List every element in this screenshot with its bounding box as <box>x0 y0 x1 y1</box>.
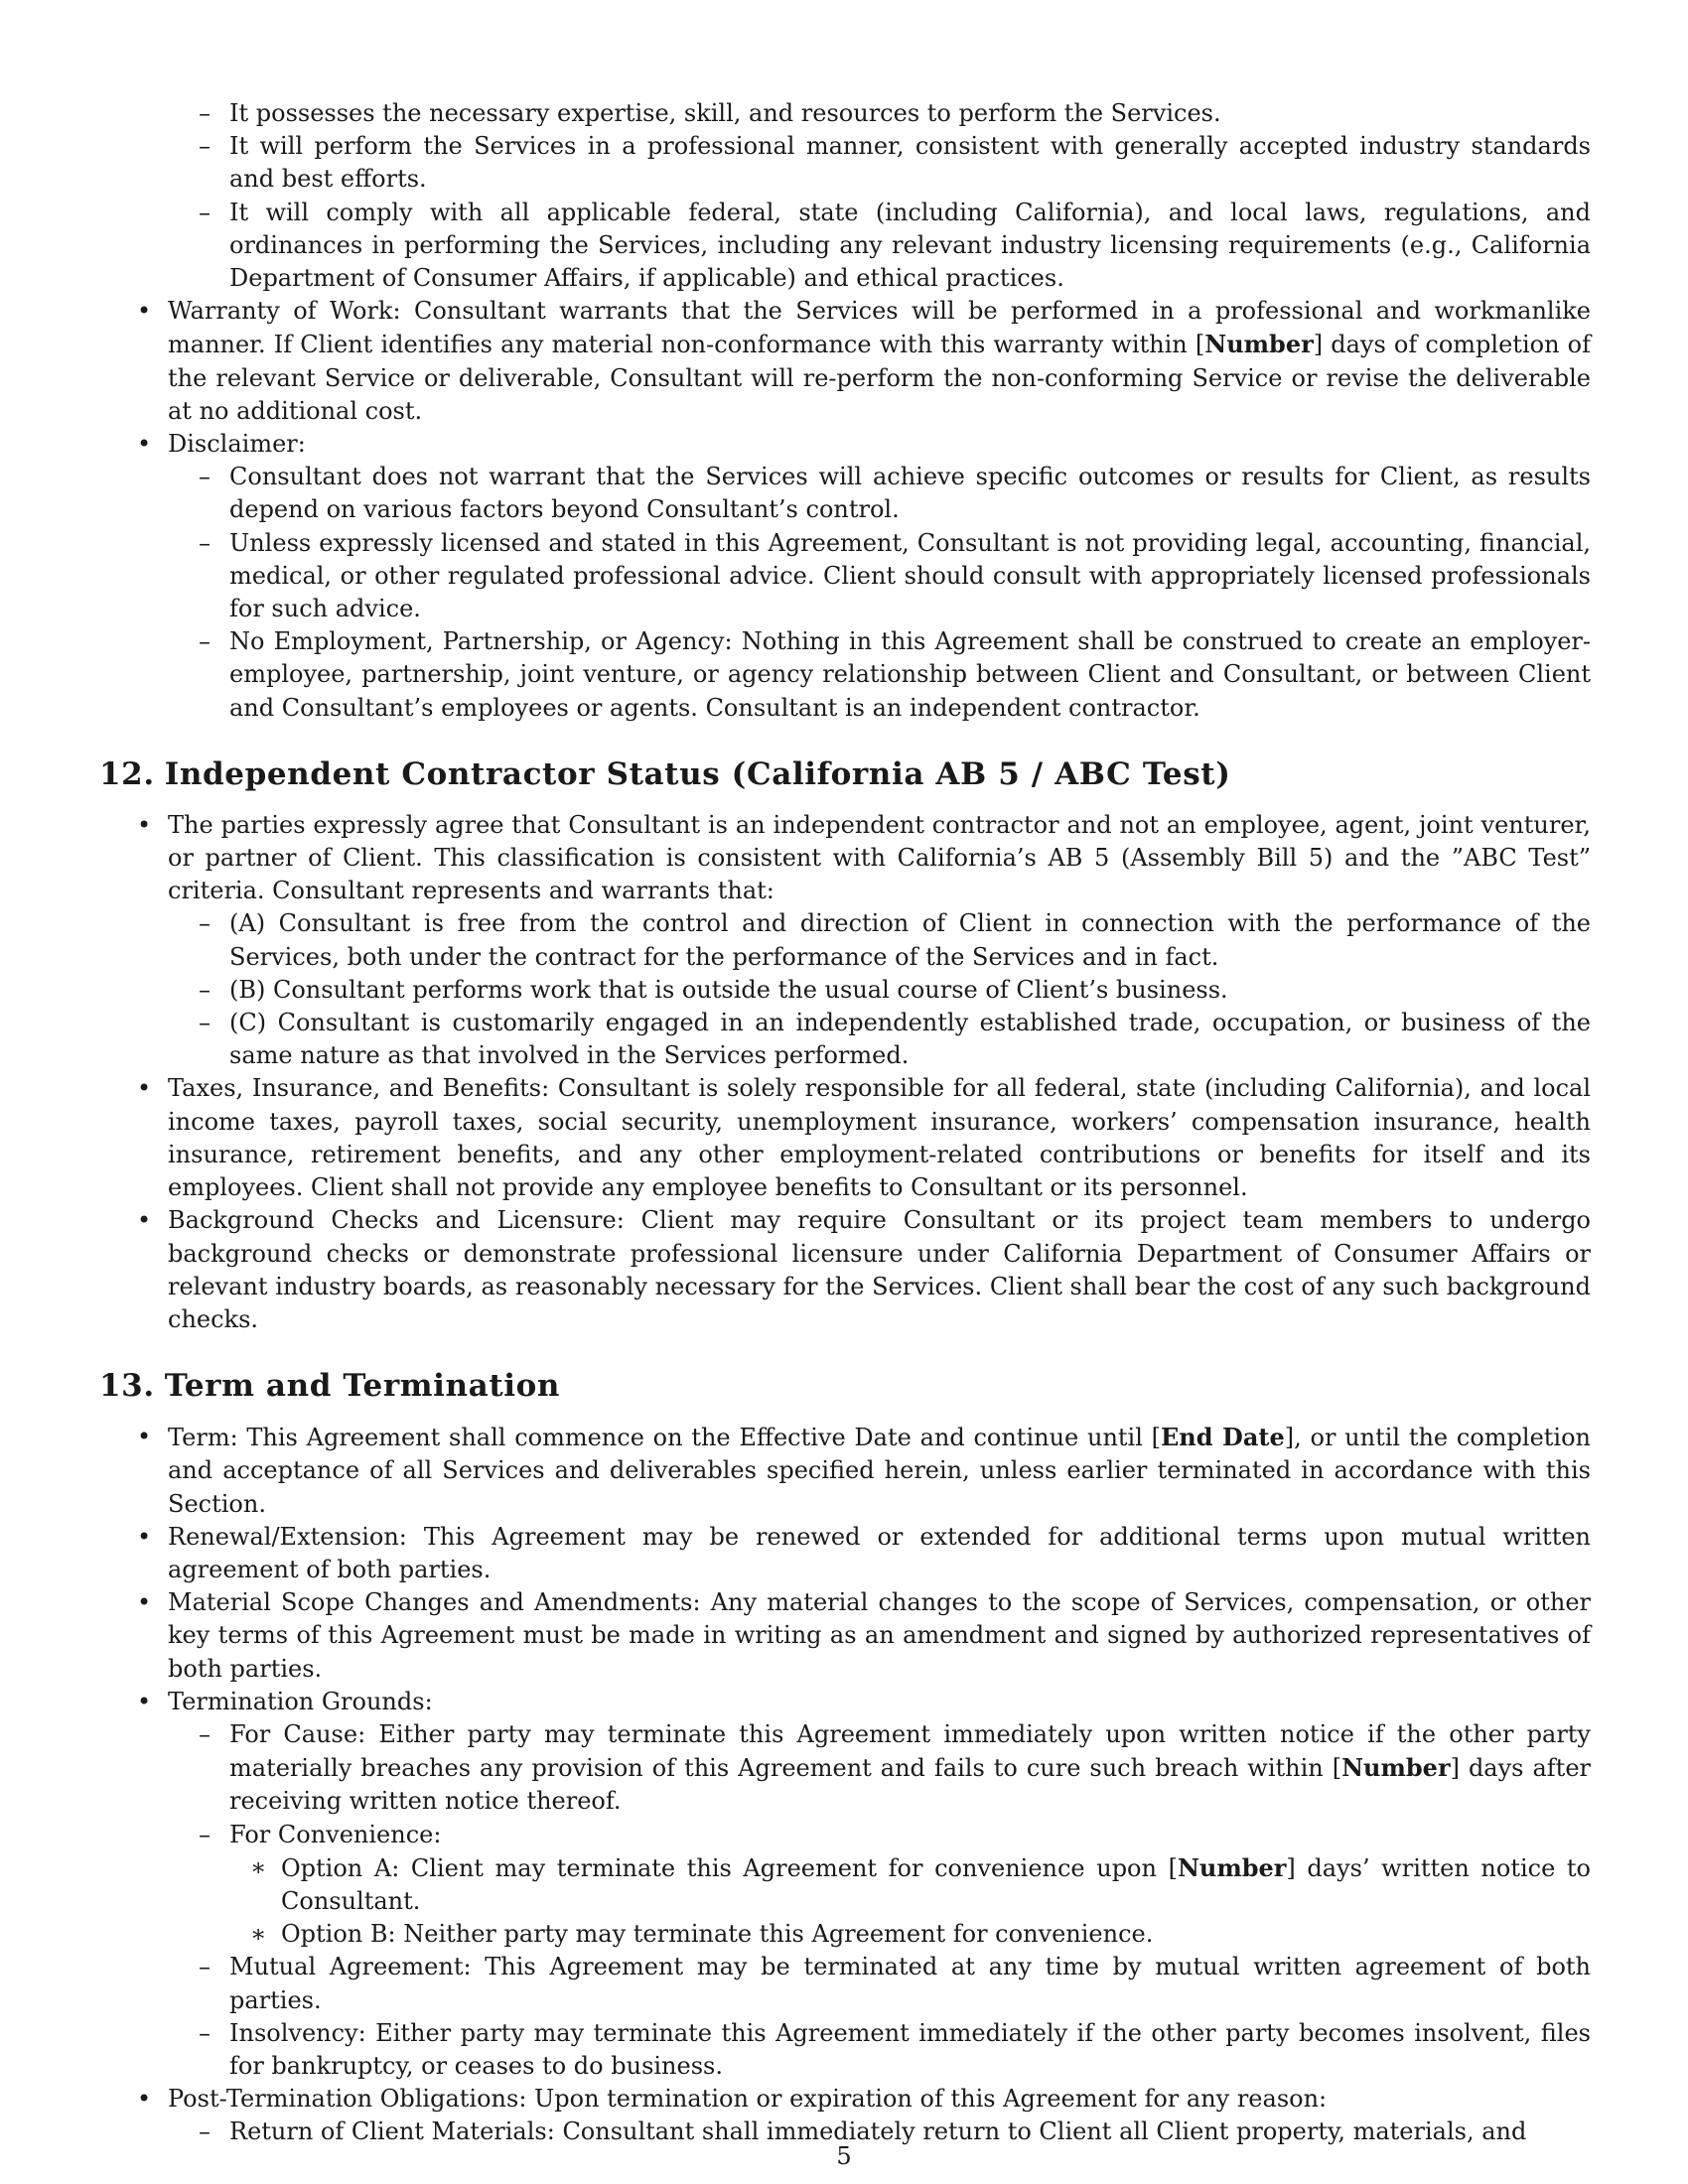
bullet-marker: • <box>137 297 152 326</box>
dash-marker: – <box>199 2117 211 2146</box>
dash-marker: – <box>199 99 211 127</box>
list-item-text: Unless expressly licensed and stated in this Agreement, Consultant is not providing legal, accounting, financial, medical, or other regulated professional advice. Client should consult with appropriately licensed professionals for such advice. <box>229 528 1591 623</box>
list-item <box>99 428 1591 461</box>
list-item-text: Post-Termination Obligations: Upon termination or expiration of this Agreement for any reason: <box>168 2085 1328 2114</box>
list-item-text: The parties expressly agree that Consultant is an independent contractor and not an employee, agent, joint venturer, or partner of Client. This classification is consistent with California’s AB 5 (Assembly Bill 5) and the ”ABC Test” criteria. Consultant represents and warrants that: <box>168 810 1591 905</box>
placeholder-number: Number <box>1204 330 1314 359</box>
list-item-text: Warranty of Work: Consultant warrants that the Services will be performed in a professional and workmanlike manner. If Client identifies any material non-conformance with this warranty within [ <box>168 297 1591 359</box>
bullet-marker: • <box>137 1522 152 1551</box>
list-item-text: Mutual Agreement: This Agreement may be terminated at any time by mutual written agreement of both parties. <box>229 1953 1591 2014</box>
dash-marker: – <box>199 463 211 491</box>
placeholder-number: Number <box>1341 1753 1451 1783</box>
list-item <box>99 1819 1591 1851</box>
dash-marker: – <box>199 132 211 161</box>
placeholder-end-date: End Date <box>1161 1423 1285 1452</box>
list-item <box>99 1951 1591 2016</box>
dash-marker: – <box>199 1719 211 1748</box>
section-title: Term and Termination <box>164 1368 561 1405</box>
list-item <box>99 907 1591 973</box>
star-marker: ∗ <box>250 1920 267 1949</box>
section-number: 12. <box>99 755 155 792</box>
section-number: 13. <box>99 1368 155 1405</box>
list-item <box>99 809 1591 908</box>
star-marker: ∗ <box>250 1852 267 1881</box>
list-item-text: Renewal/Extension: This Agreement may be renewed or extended for additional terms upon mutual written agreement of both parties. <box>168 1522 1591 1583</box>
section-title: Independent Contractor Status (California AB 5 / ABC Test) <box>164 755 1231 792</box>
section-heading <box>99 755 1591 793</box>
list-item-text: Insolvency: Either party may terminate this Agreement immediately if the other party becomes insolvent, files for bankruptcy, or ceases to do business. <box>229 2018 1591 2080</box>
list-item-text: For Cause: Either party may terminate this Agreement immediately upon written notice if the other party materially breaches any provision of this Agreement and fails to cure such breach within [ <box>229 1719 1591 1783</box>
bullet-marker: • <box>137 430 152 459</box>
list-item-text: It will perform the Services in a professional manner, consistent with generally accepted industry standards and best efforts. <box>229 132 1591 194</box>
list-item <box>99 1718 1591 1819</box>
list-item-text: ], or until the completion and acceptance of all Services and deliverables specified herein, unless earlier terminated in accordance with this Section. <box>168 1424 1592 1518</box>
list-item <box>99 461 1591 526</box>
section-heading <box>99 1367 1591 1405</box>
list-item-text: ] days of completion of the relevant Service or deliverable, Consultant will re-perform the non-conforming Service or revise the deliverable at no additional cost. <box>168 331 1591 425</box>
list-item-text: Option B: Neither party may terminate this Agreement for convenience. <box>281 1920 1154 1949</box>
bullet-marker: • <box>137 1074 152 1103</box>
list-item-text: No Employment, Partnership, or Agency: Nothing in this Agreement shall be construed to create an employer-employee, partnership, joint venture, or agency relationship between Client and Consultant, or between Client and Consultant’s employees or agents. Consultant is an independent contractor. <box>229 627 1591 722</box>
bullet-marker: • <box>137 1423 152 1451</box>
list-item <box>99 1421 1591 1521</box>
list-item-text: Termination Grounds: <box>168 1687 433 1715</box>
dash-marker: – <box>199 1009 211 1037</box>
list-item <box>99 130 1591 196</box>
list-item-text: Taxes, Insurance, and Benefits: Consultant is solely responsible for all federal, state (including California), and local income taxes, payroll taxes, social security, unemployment insurance, workers’ compensation insurance, health insurance, retirement benefits, and any other employment-related contributions or benefits for itself and its employees. Client shall not provide any employee benefits to Consultant or its personnel. <box>168 1074 1591 1202</box>
list-item-text: Background Checks and Licensure: Client may require Consultant or its project team members to undergo background checks or demonstrate professional licensure under California Department of Consumer Affairs or relevant industry boards, as reasonably necessary for the Services. Client shall bear the cost of any such background checks. <box>168 1206 1591 1333</box>
list-item <box>99 1007 1591 1072</box>
list-item <box>99 1072 1591 1204</box>
list-item-text: Material Scope Changes and Amendments: Any material changes to the scope of Services, compensation, or other key terms of this Agreement must be made in writing as an amendment and signed by authorized representatives of both parties. <box>168 1588 1591 1683</box>
bullet-marker: • <box>137 810 152 839</box>
page-content <box>99 97 1591 2149</box>
list-item-text: Return of Client Materials: Consultant shall immediately return to Client all Client property, materials, and <box>229 2117 1527 2146</box>
list-item <box>99 2083 1591 2116</box>
list-item <box>99 1686 1591 1718</box>
placeholder-number: Number <box>1177 1852 1287 1882</box>
dash-marker: – <box>199 198 211 226</box>
dash-marker: – <box>199 975 211 1004</box>
list-item <box>99 97 1591 130</box>
list-item-text: For Convenience: <box>229 1820 442 1848</box>
dash-marker: – <box>199 1820 211 1848</box>
list-item-text: (B) Consultant performs work that is outside the usual course of Client’s business. <box>229 975 1228 1004</box>
list-item <box>99 1521 1591 1586</box>
list-item-text: ] days’ written notice to Consultant. <box>281 1853 1591 1915</box>
list-item-text: It possesses the necessary expertise, skill, and resources to perform the Services. <box>229 99 1221 127</box>
bullet-marker: • <box>137 1588 152 1617</box>
list-item <box>99 625 1591 725</box>
dash-marker: – <box>199 627 211 656</box>
list-item <box>99 1204 1591 1336</box>
list-item <box>99 974 1591 1007</box>
list-item-text: It will comply with all applicable federal, state (including California), and local laws, regulations, and ordinances in performing the Services, including any relevant industry licensing requirements (e.g., California Department of Consumer Affairs, if applicable) and ethical practices. <box>229 198 1591 293</box>
list-item-text: Term: This Agreement shall commence on the Effective Date and continue until [ <box>168 1424 1162 1452</box>
list-item <box>99 2017 1591 2083</box>
list-item <box>99 295 1591 428</box>
list-item <box>99 1586 1591 1686</box>
bullet-marker: • <box>137 1206 152 1235</box>
list-item-text: (C) Consultant is customarily engaged in an independently established trade, occupation, or business of the same nature as that involved in the Services performed. <box>229 1009 1591 1070</box>
list-item <box>99 1918 1591 1951</box>
list-item-text: Option A: Client may terminate this Agreement for convenience upon [ <box>281 1853 1178 1882</box>
list-item-text: Consultant does not warrant that the Services will achieve specific outcomes or results for Client, as results depend on various factors beyond Consultant’s control. <box>229 463 1591 524</box>
page-number: 5 <box>836 2142 852 2170</box>
list-item <box>99 527 1591 626</box>
dash-marker: – <box>199 1953 211 1981</box>
bullet-marker: • <box>137 2085 152 2114</box>
dash-marker: – <box>199 909 211 938</box>
list-item-text: Disclaimer: <box>168 430 306 459</box>
list-item-text: (A) Consultant is free from the control and direction of Client in connection with the performance of the Services, both under the contract for the performance of the Services and in fact. <box>229 909 1591 971</box>
bullet-marker: • <box>137 1687 152 1715</box>
list-item <box>99 197 1591 296</box>
list-item-text: ] days after receiving written notice thereof. <box>229 1754 1591 1816</box>
dash-marker: – <box>199 2018 211 2047</box>
dash-marker: – <box>199 528 211 557</box>
list-item <box>99 1851 1591 1918</box>
